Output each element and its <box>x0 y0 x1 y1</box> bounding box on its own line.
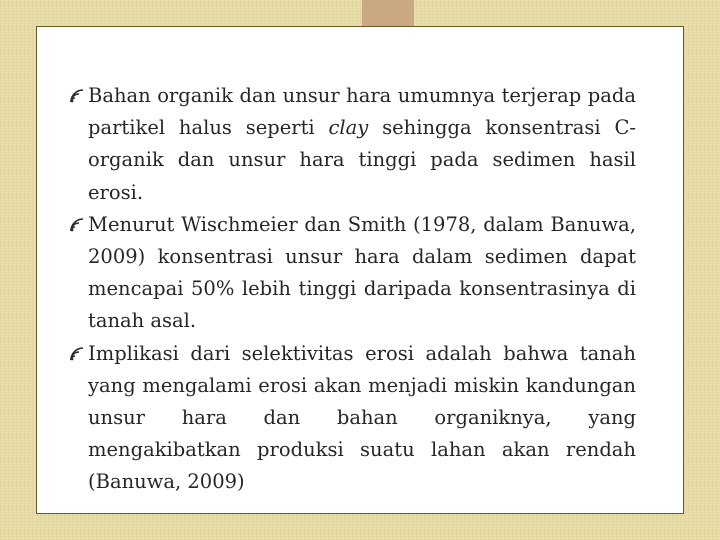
bullet-text-part: sehingga konsentrasi C-organik dan unsur hara tinggi pada sedimen hasil erosi. <box>88 116 636 204</box>
bullet-text-part: Bahan organik dan unsur hara umumnya terjerap pada partikel halus seperti <box>88 84 636 140</box>
wifi-signal-icon <box>70 218 87 232</box>
bullet-text <box>88 342 636 494</box>
bullet-text <box>88 213 636 333</box>
bullet-list <box>50 80 636 499</box>
wifi-signal-icon <box>70 89 87 103</box>
bullet-text-italic: clay <box>328 116 369 140</box>
bullet-text <box>88 84 636 204</box>
bullet-text-part: Implikasi dari selektivitas erosi adalah bahwa tanah yang mengalami erosi akan menjadi miskin kandungan unsur hara dan bahan organiknya, yang mengakibatkan produksi suatu lahan akan rendah (Banuwa, 2009) <box>88 341 636 494</box>
bullet-item <box>50 338 636 499</box>
wifi-signal-icon <box>70 347 87 361</box>
bullet-text-part: Menurut Wischmeier dan Smith (1978, dalam Banuwa, 2009) konsentrasi unsur hara dalam sedimen dapat mencapai 50% lebih tinggi daripada konsentrasinya di tanah asal. <box>88 212 636 333</box>
bullet-item <box>50 80 636 209</box>
bullet-item <box>50 209 636 338</box>
